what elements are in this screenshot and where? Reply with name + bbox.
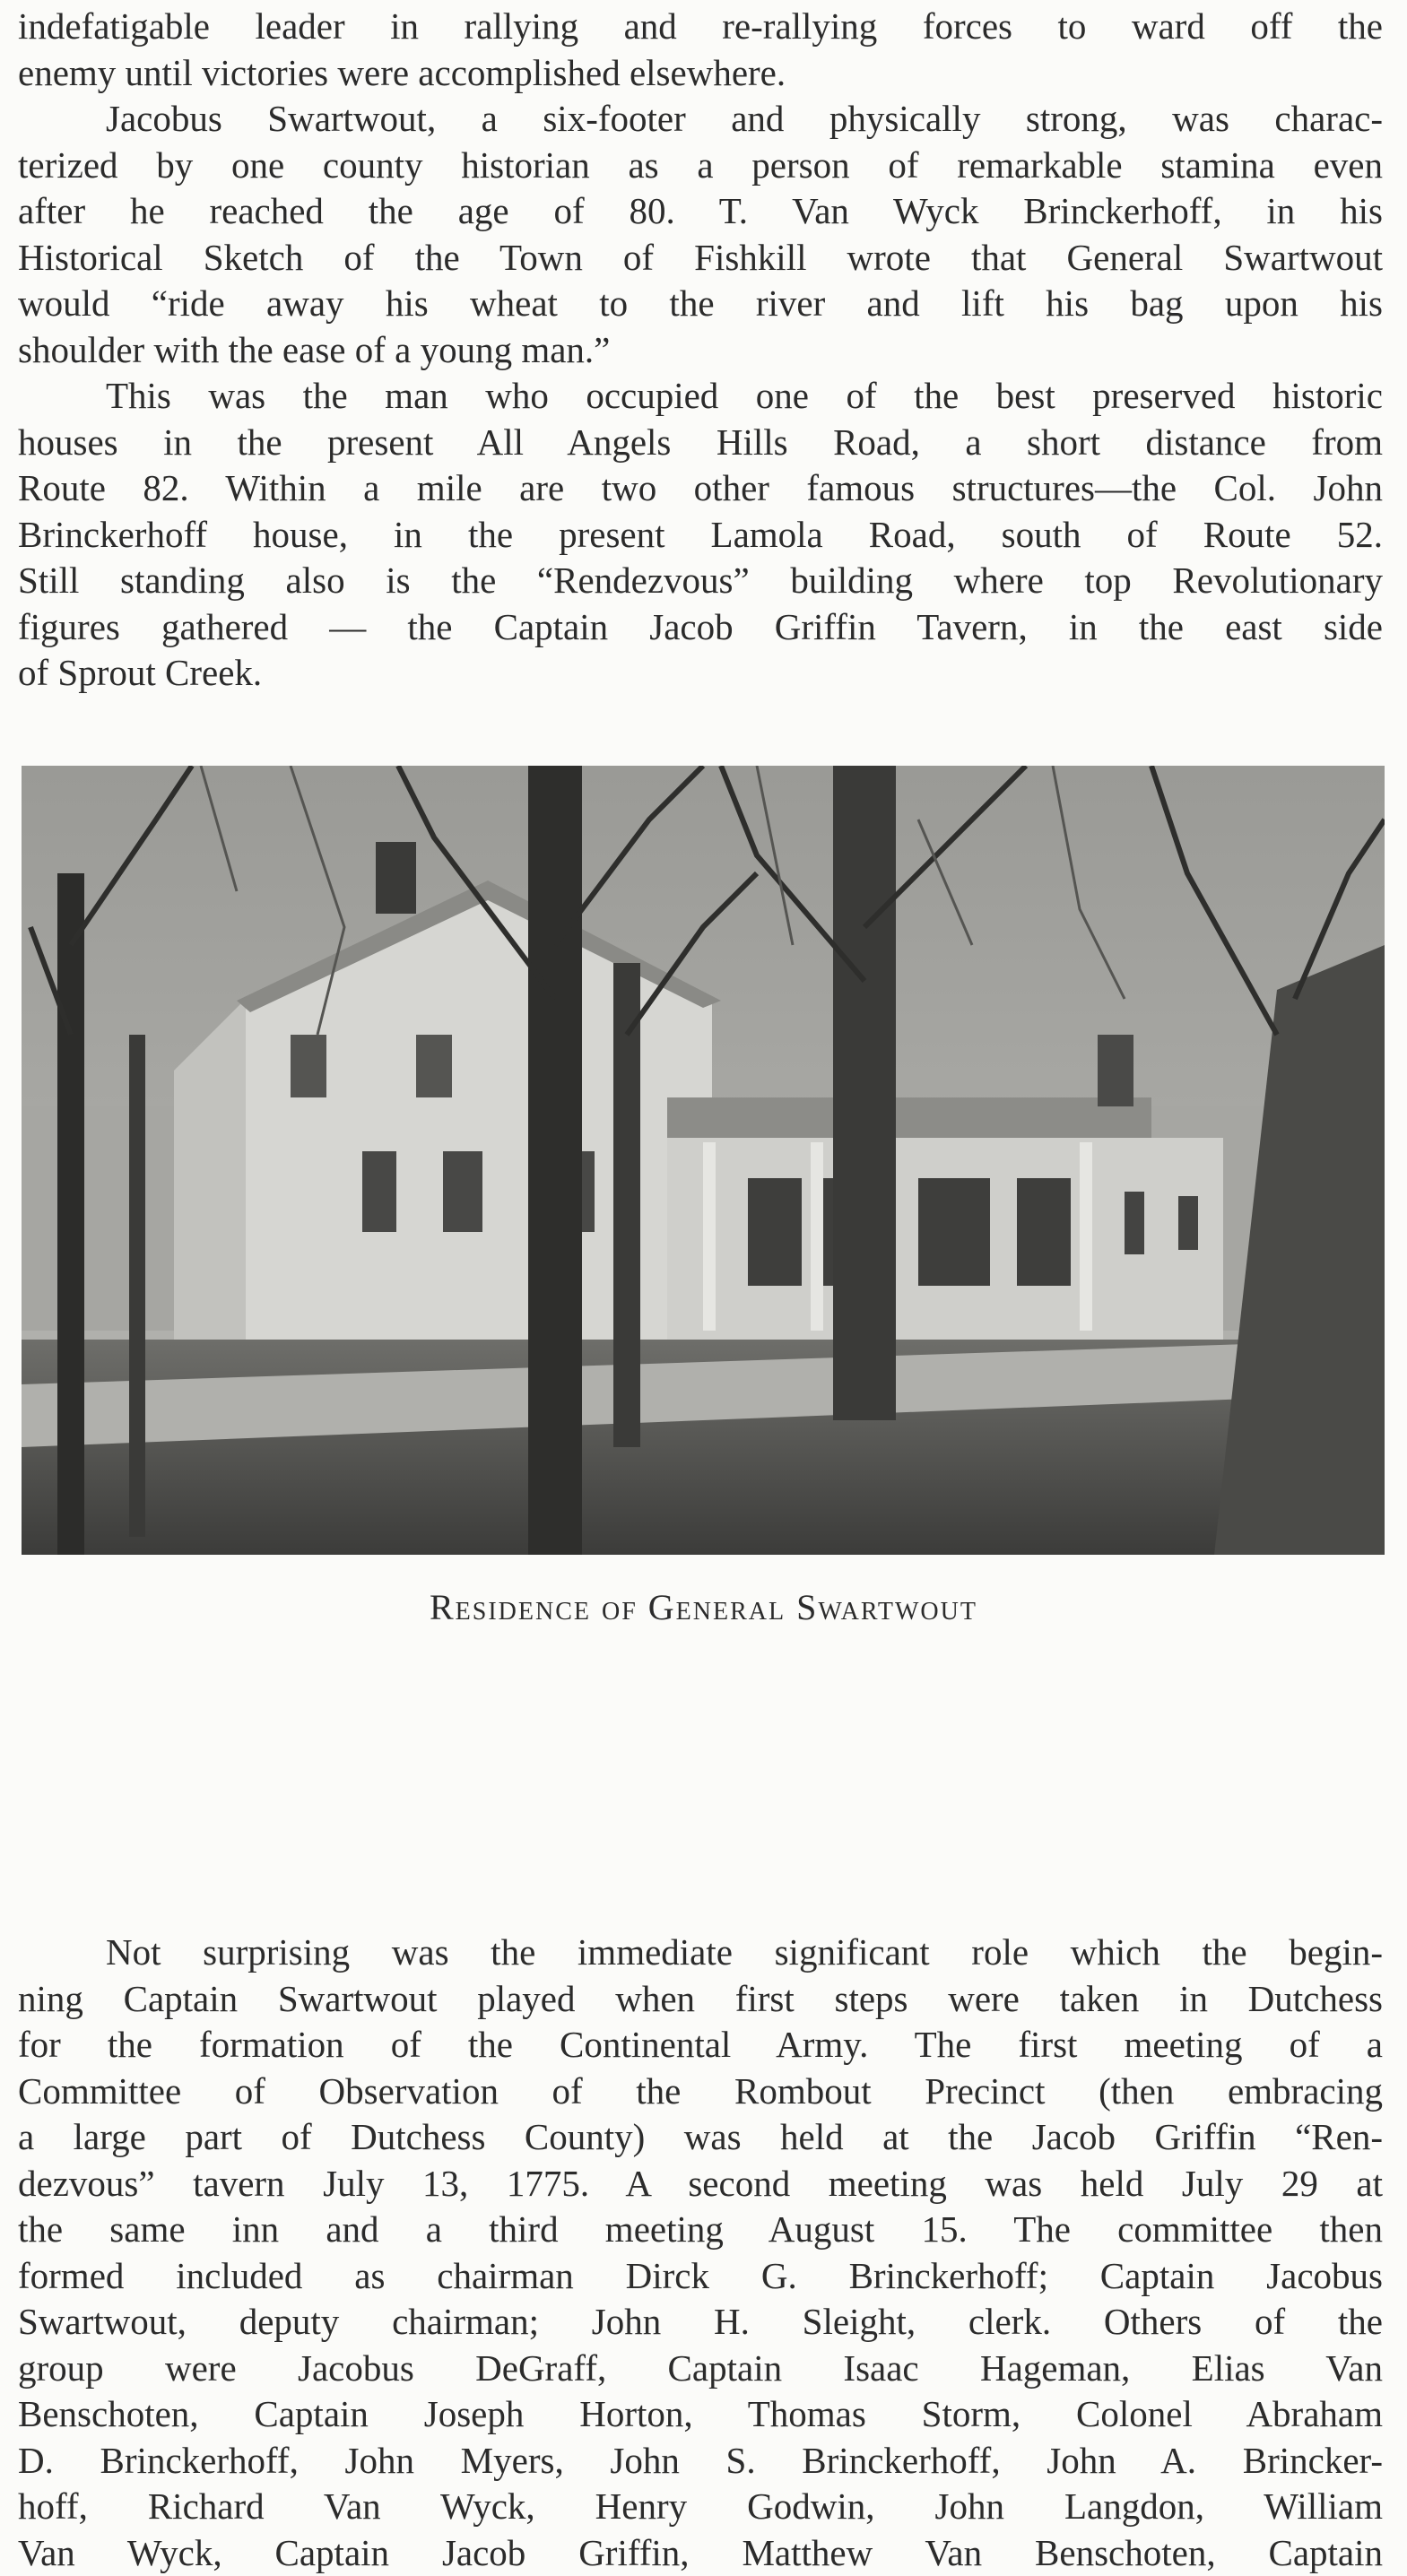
text-line: terized by one county historian as a person of remarkable stamina even (18, 143, 1383, 189)
top-text-block (18, 4, 1383, 697)
text-line: indefatigable leader in rallying and re-rallying forces to ward off the (18, 4, 1383, 50)
text-line: Brinckerhoff house, in the present Lamola Road, south of Route 52. (18, 512, 1383, 559)
paragraph-start-line: Jacobus Swartwout, a six-footer and physically strong, was charac- (18, 96, 1383, 143)
photo-caption (0, 1585, 1407, 1630)
text-line: a large part of Dutchess County) was held at the Jacob Griffin “Ren- (18, 2114, 1383, 2161)
text-line: Still standing also is the “Rendezvous” building where top Revolutionary (18, 558, 1383, 604)
text-line: Committee of Observation of the Rombout Precinct (then embracing (18, 2069, 1383, 2115)
text-line: Historical Sketch of the Town of Fishkill wrote that General Swartwout (18, 235, 1383, 282)
text-line: formed included as chairman Dirck G. Brinckerhoff; Captain Jacobus (18, 2253, 1383, 2300)
text-line: D. Brinckerhoff, John Myers, John S. Brinckerhoff, John A. Brincker- (18, 2438, 1383, 2485)
text-line: would “ride away his wheat to the river and lift his bag upon his (18, 281, 1383, 327)
house-photograph (22, 766, 1385, 1555)
text-line: of Sprout Creek. (18, 650, 1383, 697)
text-line: dezvous” tavern July 13, 1775. A second meeting was held July 29 at (18, 2161, 1383, 2207)
text-line: after he reached the age of 80. T. Van Wyck Brinckerhoff, in his (18, 188, 1383, 235)
text-line: for the formation of the Continental Army. The first meeting of a (18, 2022, 1383, 2069)
photo-caption-text: Residence of General Swartwout (430, 1587, 977, 1627)
text-line: the same inn and a third meeting August 15. The committee then (18, 2207, 1383, 2253)
text-line: Swartwout, deputy chairman; John H. Sleight, clerk. Others of the (18, 2299, 1383, 2346)
photo-illustration (22, 766, 1385, 1555)
text-line: enemy until victories were accomplished elsewhere. (18, 50, 1383, 97)
text-line: hoff, Richard Van Wyck, Henry Godwin, John Langdon, William (18, 2484, 1383, 2530)
text-line: figures gathered — the Captain Jacob Griffin Tavern, in the east side (18, 604, 1383, 651)
text-line: ning Captain Swartwout played when first steps were taken in Dutchess (18, 1976, 1383, 2023)
text-line: Van Wyck, Captain Jacob Griffin, Matthew Van Benschoten, Captain (18, 2530, 1383, 2576)
text-line: shoulder with the ease of a young man.” (18, 327, 1383, 374)
text-line: houses in the present All Angels Hills Road, a short distance from (18, 420, 1383, 466)
paragraph-start-line: This was the man who occupied one of the best preserved historic (18, 373, 1383, 420)
text-line: group were Jacobus DeGraff, Captain Isaac Hageman, Elias Van (18, 2346, 1383, 2392)
text-line: Route 82. Within a mile are two other famous structures—the Col. John (18, 465, 1383, 512)
paragraph-start-line: Not surprising was the immediate significant role which the begin- (18, 1930, 1383, 1976)
text-line: Benschoten, Captain Joseph Horton, Thomas Storm, Colonel Abraham (18, 2391, 1383, 2438)
bottom-text-block (18, 1930, 1383, 2576)
